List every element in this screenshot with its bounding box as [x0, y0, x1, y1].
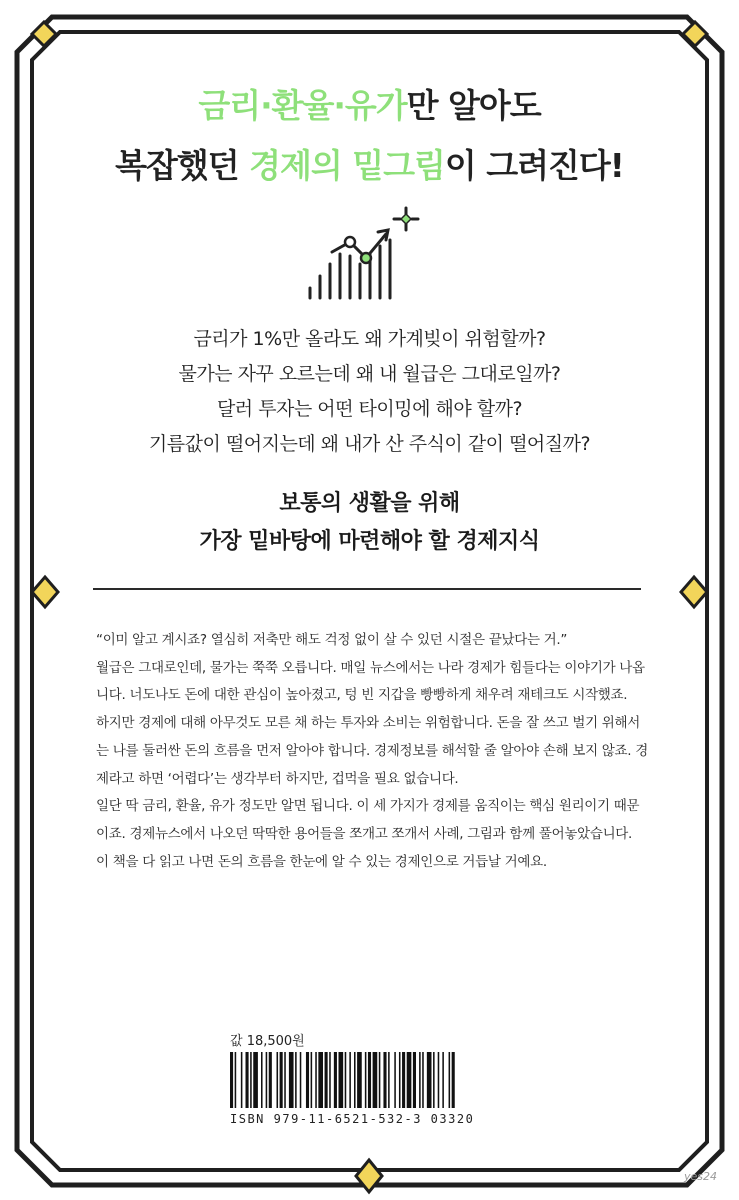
barcode-bar — [388, 1052, 390, 1108]
headline-suffix-2: 이 그려진다! — [444, 146, 624, 185]
barcode-bar — [334, 1052, 337, 1108]
barcode-bar — [280, 1052, 283, 1108]
barcode-bar — [289, 1052, 294, 1108]
section-divider — [93, 588, 641, 590]
barcode-bar — [438, 1052, 440, 1108]
question-item: 물가는 자꾸 오르는데 왜 내 월급은 그대로일까? — [178, 363, 561, 385]
subhead-line: 보통의 생활을 위해 — [279, 491, 460, 516]
barcode-bar — [399, 1052, 401, 1108]
barcode-bar — [230, 1052, 233, 1108]
barcode-bar — [295, 1052, 297, 1108]
price-label: 값 18,500원 — [230, 1034, 305, 1049]
barcode-bar — [442, 1052, 444, 1108]
subhead — [0, 485, 739, 561]
barcode-bar — [269, 1052, 272, 1108]
barcode-bar — [373, 1052, 378, 1108]
barcode-bar — [345, 1052, 347, 1108]
barcode-bar — [394, 1052, 396, 1108]
barcode-bar — [318, 1052, 323, 1108]
barcode-bar — [277, 1052, 279, 1108]
barcode-bar — [241, 1052, 243, 1108]
frame-diamonds — [32, 22, 707, 1192]
barcode-bar — [349, 1052, 351, 1108]
headline-highlight-1: 금리·환율·유가 — [198, 86, 407, 125]
barcode-bar — [235, 1052, 237, 1108]
question-item: 기름값이 떨어지는데 왜 내가 산 주식이 같이 떨어질까? — [148, 433, 591, 455]
barcode-bar — [422, 1052, 424, 1108]
growth-chart-icon — [300, 200, 435, 310]
barcode-bar — [419, 1052, 421, 1108]
barcode-bar — [452, 1052, 455, 1108]
body-paragraph: 하지만 경제에 대해 아무것도 모른 채 하는 투자와 소비는 위험합니다. 돈을 잘 쓰고 벌기 위해서는 나를 둘러싼 돈의 흐름을 먼저 알아야 합니다. 경제정보를 해석할 줄 알아야 손해 보지 않죠. 경제라고 하면 ‘어렵다’는 생각부터 하지만, 겁먹을 필요 없습니다. — [96, 715, 649, 787]
headline-highlight-2: 경제의 밑그림 — [249, 146, 445, 185]
isbn-label: ISBN 979-11-6521-532-3 03320 — [230, 1112, 475, 1126]
barcode-bar — [433, 1052, 435, 1108]
barcode-bar — [402, 1052, 405, 1108]
barcode-bar — [339, 1052, 344, 1108]
barcode-bar — [261, 1052, 263, 1108]
watermark: yes24 — [684, 1170, 718, 1183]
barcode-bar — [407, 1052, 412, 1108]
barcode-bar — [246, 1052, 249, 1108]
question-item: 달러 투자는 어떤 타이밍에 해야 할까? — [216, 398, 523, 420]
barcode-bar — [427, 1052, 432, 1108]
question-list — [0, 322, 739, 462]
barcode-bar — [250, 1052, 252, 1108]
barcode — [230, 1052, 515, 1108]
barcode-bar — [354, 1052, 356, 1108]
barcode-bar — [300, 1052, 302, 1108]
barcode-bar — [329, 1052, 331, 1108]
barcode-bar — [306, 1052, 309, 1108]
barcode-bar — [315, 1052, 317, 1108]
barcode-bar — [253, 1052, 258, 1108]
body-paragraph: “이미 알고 계시죠? 열심히 저축만 해도 걱정 없이 살 수 있던 시절은 끝났다는 거.” — [96, 632, 568, 648]
headline-text-1: 만 알아도 — [406, 86, 541, 125]
body-paragraph: 일단 딱 금리, 환율, 유가 정도만 알면 됩니다. 이 세 가지가 경제를 움직이는 핵심 원리이기 때문이죠. 경제뉴스에서 나오던 딱딱한 용어들을 쪼개고 쪼개서 사례, 그림과 함께 풀어놓았습니다. — [96, 798, 640, 842]
barcode-bar — [365, 1052, 367, 1108]
barcode-bar — [325, 1052, 328, 1108]
barcode-bar — [368, 1052, 371, 1108]
barcode-bar — [413, 1052, 416, 1108]
body-paragraph: 월급은 그대로인데, 물가는 쭉쭉 오릅니다. 매일 뉴스에서는 나라 경제가 힘들다는 이야기가 나옵니다. 너도나도 돈에 대한 관심이 높아졌고, 텅 빈 지갑을 빵빵하게 채우려 재테크도 시작했죠. — [96, 659, 645, 704]
headline-line-2 — [0, 140, 739, 187]
body-text — [96, 627, 648, 876]
subhead-line: 가장 밑바탕에 마련해야 할 경제지식 — [199, 529, 540, 554]
barcode-bar — [266, 1052, 268, 1108]
barcode-bar — [357, 1052, 362, 1108]
barcode-bar — [449, 1052, 451, 1108]
barcode-bar — [379, 1052, 381, 1108]
headline-prefix-2: 복잡했던 — [115, 146, 250, 185]
barcode-bar — [284, 1052, 286, 1108]
barcode-bar — [311, 1052, 313, 1108]
headline-line-1 — [0, 80, 739, 127]
body-paragraph: 이 책을 다 읽고 나면 돈의 흐름을 한눈에 알 수 있는 경제인으로 거듭날 거예요. — [96, 853, 547, 870]
question-item: 금리가 1%만 올라도 왜 가계빚이 위험할까? — [193, 328, 546, 350]
barcode-bar — [383, 1052, 386, 1108]
